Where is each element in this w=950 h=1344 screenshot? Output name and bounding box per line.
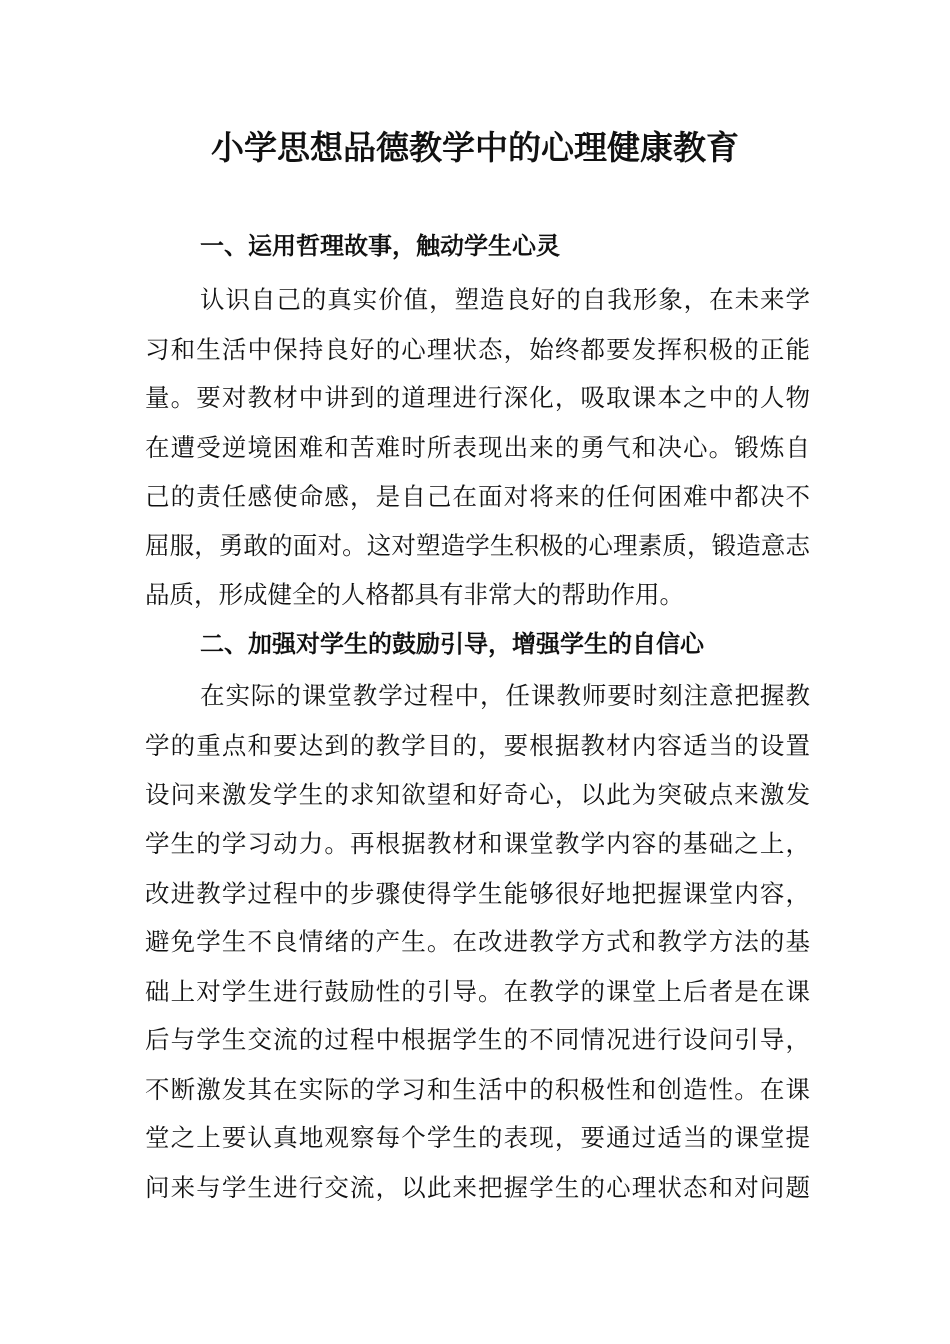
document-title: 小学思想品德教学中的心理健康教育: [211, 128, 739, 167]
paragraph-line: 认识自己的真实价值，塑造良好的自我形象，在未来学: [200, 285, 810, 314]
paragraph-line: 避免学生不良情绪的产生。在改进教学方式和教学方法的基: [145, 927, 810, 956]
section-heading-1: 一、运用哲理故事，触动学生心灵: [200, 231, 560, 260]
paragraph-line: 品质，形成健全的人格都具有非常大的帮助作用。: [145, 580, 684, 609]
paragraph-line: 后与学生交流的过程中根据学生的不同情况进行设问引导，: [145, 1025, 810, 1054]
paragraph-line: 堂之上要认真地观察每个学生的表现，要通过适当的课堂提: [145, 1123, 810, 1152]
paragraph-line: 问来与学生进行交流，以此来把握学生的心理状态和对问题: [145, 1173, 810, 1202]
paragraph-line: 在遭受逆境困难和苦难时所表现出来的勇气和决心。锻炼自: [145, 433, 810, 462]
paragraph-line: 础上对学生进行鼓励性的引导。在教学的课堂上后者是在课: [145, 977, 810, 1006]
paragraph-line: 在实际的课堂教学过程中，任课教师要时刻注意把握教: [200, 681, 810, 710]
paragraph-line: 习和生活中保持良好的心理状态，始终都要发挥积极的正能: [145, 335, 810, 364]
paragraph-line: 屈服，勇敢的面对。这对塑造学生积极的心理素质，锻造意志: [145, 531, 810, 560]
paragraph-line: 改进教学过程中的步骤使得学生能够很好地把握课堂内容，: [145, 879, 810, 908]
paragraph-line: 不断激发其在实际的学习和生活中的积极性和创造性。在课: [145, 1075, 810, 1104]
paragraph-line: 己的责任感使命感，是自己在面对将来的任何困难中都决不: [145, 482, 810, 511]
paragraph-line: 学的重点和要达到的教学目的，要根据教材内容适当的设置: [145, 731, 810, 760]
paragraph-line: 设问来激发学生的求知欲望和好奇心，以此为突破点来激发: [145, 780, 810, 809]
paragraph-line: 学生的学习动力。再根据教材和课堂教学内容的基础之上，: [145, 829, 810, 858]
paragraph-line: 量。要对教材中讲到的道理进行深化，吸取课本之中的人物: [145, 383, 810, 412]
section-heading-2: 二、加强对学生的鼓励引导，增强学生的自信心: [200, 629, 704, 658]
